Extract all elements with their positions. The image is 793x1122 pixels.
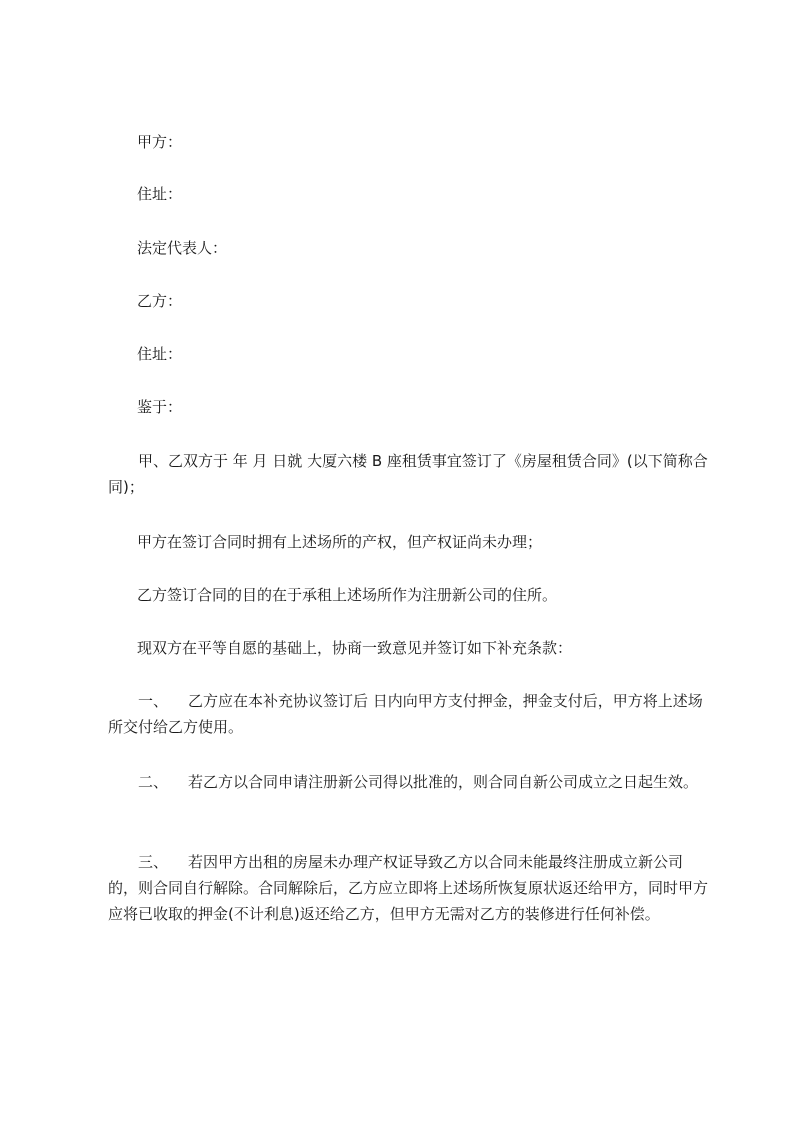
clause-text: 若因甲方出租的房屋未办理产权证导致乙方以合同未能最终注册成立新公司的，则合同自行解除。合同解除后，乙方应立即将上述场所恢复原状返还给甲方，同时甲方应将已收取的押金(不计利息)返还给乙方，但甲方无需对乙方的装修进行任何补偿。 bbox=[108, 853, 709, 923]
clause-paragraph bbox=[108, 849, 708, 927]
party-b-label: 乙方： bbox=[137, 292, 183, 310]
party-b-address-label: 住址： bbox=[137, 345, 183, 363]
clause-text: 若乙方以合同申请注册新公司得以批准的，则合同自新公司成立之日起生效。 bbox=[188, 773, 699, 791]
legal-representative-label: 法定代表人： bbox=[137, 239, 228, 257]
party-a-address-label: 住址： bbox=[137, 185, 183, 203]
clause-text: 乙方应在本补充协议签订后 日内向甲方支付押金，押金支付后，甲方将上述场所交付给乙方使用。 bbox=[108, 692, 703, 736]
clause-number: 二、 bbox=[138, 773, 169, 791]
recital-paragraph: 现双方在平等自愿的基础上，协商一致意见并签订如下补充条款： bbox=[137, 639, 573, 657]
clause-number: 三、 bbox=[138, 853, 169, 871]
whereas-label: 鉴于： bbox=[137, 398, 183, 416]
clause-number: 一、 bbox=[138, 692, 169, 710]
recital-paragraph: 甲、乙双方于 年 月 日就 大厦六楼 B 座租赁事宜签订了《房屋租赁合同》(以下简称合同)； bbox=[108, 452, 708, 496]
recital-paragraph: 甲方在签订合同时拥有上述场所的产权，但产权证尚未办理； bbox=[137, 533, 543, 551]
clause-paragraph bbox=[108, 688, 708, 740]
recital-paragraph: 乙方签订合同的目的在于承租上述场所作为注册新公司的住所。 bbox=[137, 586, 558, 604]
party-a-label: 甲方： bbox=[137, 133, 183, 151]
clause-paragraph bbox=[108, 769, 708, 795]
